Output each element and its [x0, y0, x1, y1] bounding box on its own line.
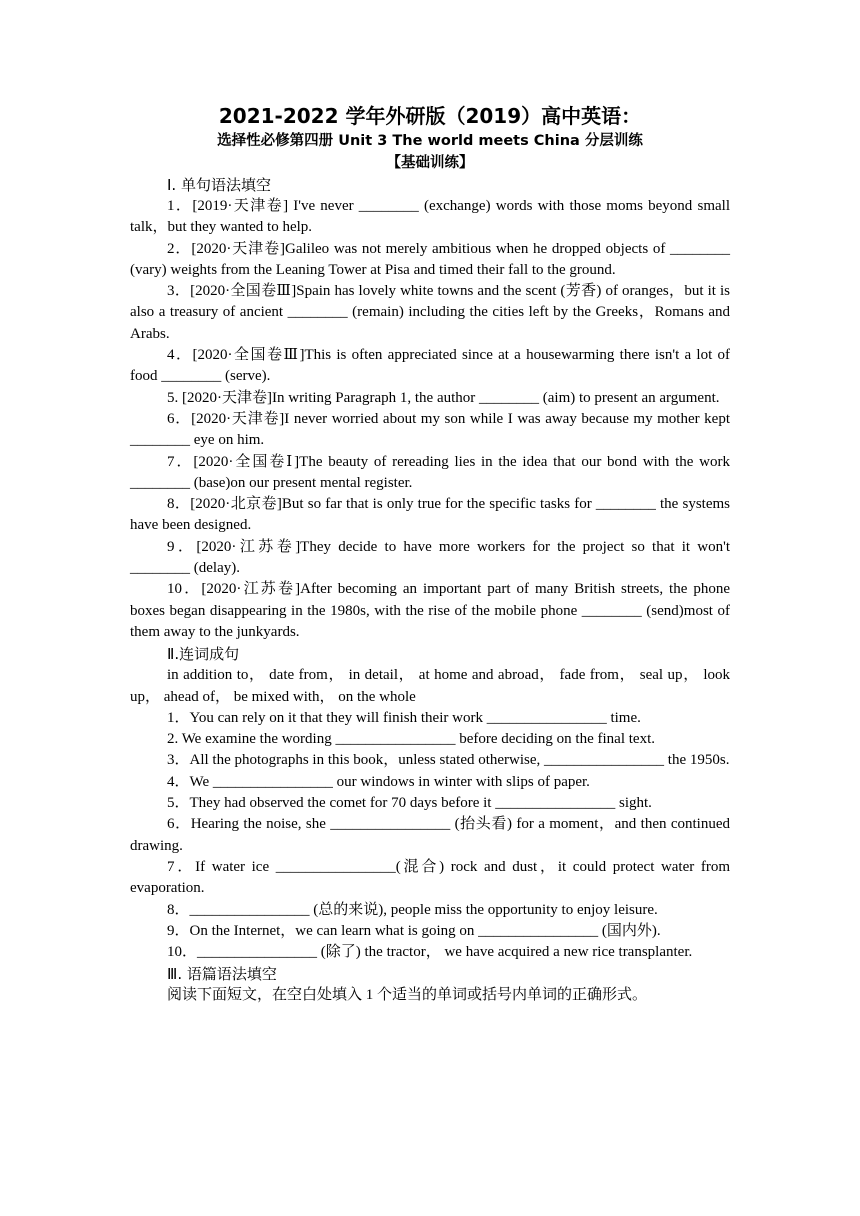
question-item: 7．If water ice ________________(混合) rock and dust，it could protect water from evaporation.	[130, 858, 730, 897]
question-item: 5．They had observed the comet for 70 days before it ________________ sight.	[167, 795, 652, 812]
question-item: 10．[2020·江苏卷]After becoming an important part of many British streets, the phone boxes began disappearing in the 1980s, with the rise of the mobile phone ________ (send)most of them away to the junkyards.	[130, 581, 730, 640]
question-item: 9．[2020·江苏卷]They decide to have more workers for the project so that it won't ________ (delay).	[130, 538, 730, 577]
question-item: 3．All the photographs in this book，unless stated otherwise, ________________ the 1950s.	[167, 752, 730, 769]
question-item: 2. We examine the wording ________________ before deciding on the final text.	[167, 731, 655, 748]
section-instructions: 阅读下面短文，在空白处填入 1 个适当的单词或括号内单词的正确形式。	[167, 987, 648, 1004]
question-item: 8．[2020·北京卷]But so far that is only true for the specific tasks for ________ the systems have been designed.	[130, 496, 730, 534]
question-item: 4．We ________________ our windows in winter with slips of paper.	[167, 773, 590, 790]
question-item: 5. [2020·天津卷]In writing Paragraph 1, the author ________ (aim) to present an argument.	[167, 389, 720, 406]
section-tag: 【基础训练】	[386, 155, 474, 171]
document-page	[130, 102, 730, 1007]
question-item: 4．[2020·全国卷Ⅲ]This is often appreciated since at a housewarming there isn't a lot of food ________ (serve).	[130, 347, 730, 385]
question-item: 3．[2020·全国卷Ⅲ]Spain has lovely white towns and the scent (芳香) of oranges，but it is also a treasury of ancient ________ (remain) including the cities left by the Greeks，Romans and Arabs.	[130, 283, 730, 342]
question-item: 9．On the Internet，we can learn what is going on ________________ (国内外).	[167, 922, 661, 939]
document-subtitle: 选择性必修第四册 Unit 3 The world meets China 分层训练	[217, 133, 643, 149]
question-item: 2．[2020·天津卷]Galileo was not merely ambitious when he dropped objects of ________ (vary) weights from the Leaning Tower at Pisa and timed their fall to the ground.	[130, 240, 730, 278]
section-heading-2: Ⅱ.连词成句	[167, 645, 240, 664]
question-item: 1．You can rely on it that they will finish their work ________________ time.	[167, 709, 641, 726]
section-heading-3: Ⅲ. 语篇语法填空	[167, 965, 277, 984]
section-heading-1: Ⅰ. 单句语法填空	[167, 176, 271, 194]
question-item: 6．Hearing the noise, she ________________ (抬头看) for a moment，and then continued drawing.	[130, 816, 730, 854]
question-item: 7．[2020·全国卷Ⅰ]The beauty of rereading lies in the idea that our bond with the work ________ (base)on our present mental register.	[130, 453, 730, 491]
question-item: 6．[2020·天津卷]I never worried about my son while I was away because my mother kept ________ eye on him.	[130, 410, 730, 449]
word-bank: in addition to， date from， in detail， at home and abroad， fade from， seal up， look up， ahead of， be mixed with， on the whole	[130, 667, 730, 705]
question-item: 1．[2019·天津卷] I've never ________ (exchange) words with those moms beyond small talk，but they wanted to help.	[130, 198, 730, 236]
document-title: 2021-2022 学年外研版（2019）高中英语：	[218, 104, 642, 128]
question-item: 10．________________ (除了) the tractor， we have acquired a new rice transplanter.	[167, 944, 693, 961]
question-item: 8．________________ (总的来说), people miss the opportunity to enjoy leisure.	[167, 901, 658, 918]
